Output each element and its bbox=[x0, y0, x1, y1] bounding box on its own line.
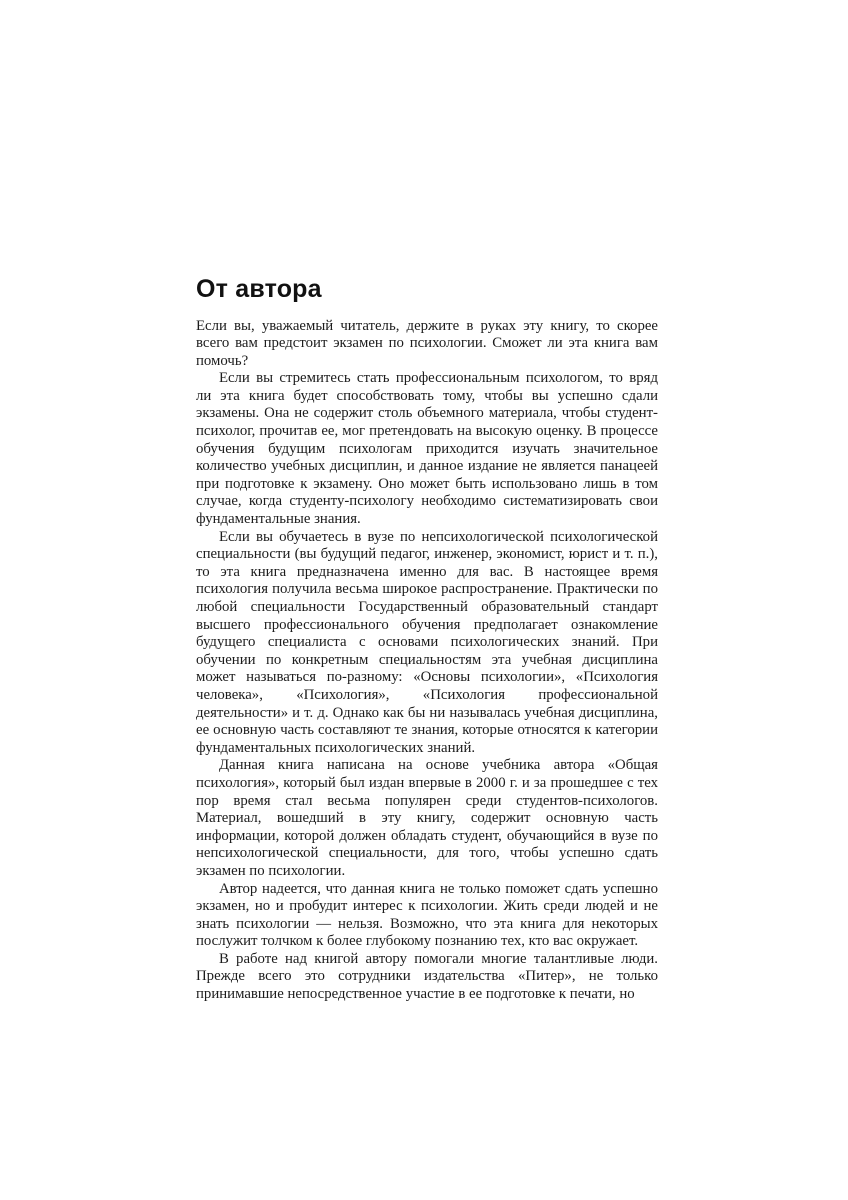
paragraph-intro: Если вы, уважаемый читатель, держите в руках эту книгу, то скорее всего вам предстоит экзамен по психологии. Сможет ли эта книга вам помочь? bbox=[196, 317, 658, 369]
paragraph-professional-psychologist: Если вы стремитесь стать профессиональным психологом, то вряд ли эта книга будет способствовать тому, чтобы вы успешно сдали экзамены. Она не содержит столь объемного материала, чтобы студент-психолог, прочитав ее, мог претендовать на высокую оценку. В процессе обучения будущим психологам приходится изучать значительное количество учебных дисциплин, и данное издание не является панацеей при подготовке к экзамену. Оно может быть использовано лишь в том случае, когда студенту-психологу необходимо систематизировать свои фундаментальные знания. bbox=[196, 370, 658, 528]
paragraph-nonpsychological-speciality: Если вы обучаетесь в вузе по непсихологической психологической специальности (вы будущий педагог, инженер, экономист, юрист и т. п.), то эта книга предназначена именно для вас. В настоящее время психология получила весьма широкое распространение. Практически по любой специальности Государственный образовательный стандарт высшего профессионального обучения предполагает ознакомление будущего специалиста с основами психологических знаний. При обучении по конкретным специальностям эта учебная дисциплина может называться по-разному: «Основы психологии», «Психология человека», «Психология», «Психология профессиональной деятельности» и т. д. Однако как бы ни называлась учебная дисциплина, ее основную часть составляют те знания, которые относятся к категории фундаментальных психологических знаний. bbox=[196, 528, 658, 756]
page-title: От автора bbox=[196, 275, 322, 303]
paragraph-author-hopes: Автор надеется, что данная книга не только поможет сдать успешно экзамен, но и пробудит интерес к психологии. Жить среди людей и не знать психологии — нельзя. Возможно, что эта книга для некоторых послужит толчком к более глубокому познанию тех, кто вас окружает. bbox=[196, 880, 658, 950]
text-block bbox=[196, 276, 658, 1004]
paragraph-book-basis: Данная книга написана на основе учебника автора «Общая психология», который был издан впервые в 2000 г. и за прошедшее с тех пор время стал весьма популярен среди студентов-психологов. Материал, вошедший в эту книгу, содержит основную часть информации, которой должен обладать студент, обучающийся в вузе по непсихологической специальности, для того, чтобы успешно сдать экзамен по психологии. bbox=[196, 757, 658, 879]
paragraph-acknowledgements: В работе над книгой автору помогали многие талантливые люди. Прежде всего это сотрудники издательства «Питер», не только принимавшие непосредственное участие в ее подготовке к печати, но bbox=[196, 950, 658, 1003]
body-copy bbox=[196, 318, 658, 1004]
